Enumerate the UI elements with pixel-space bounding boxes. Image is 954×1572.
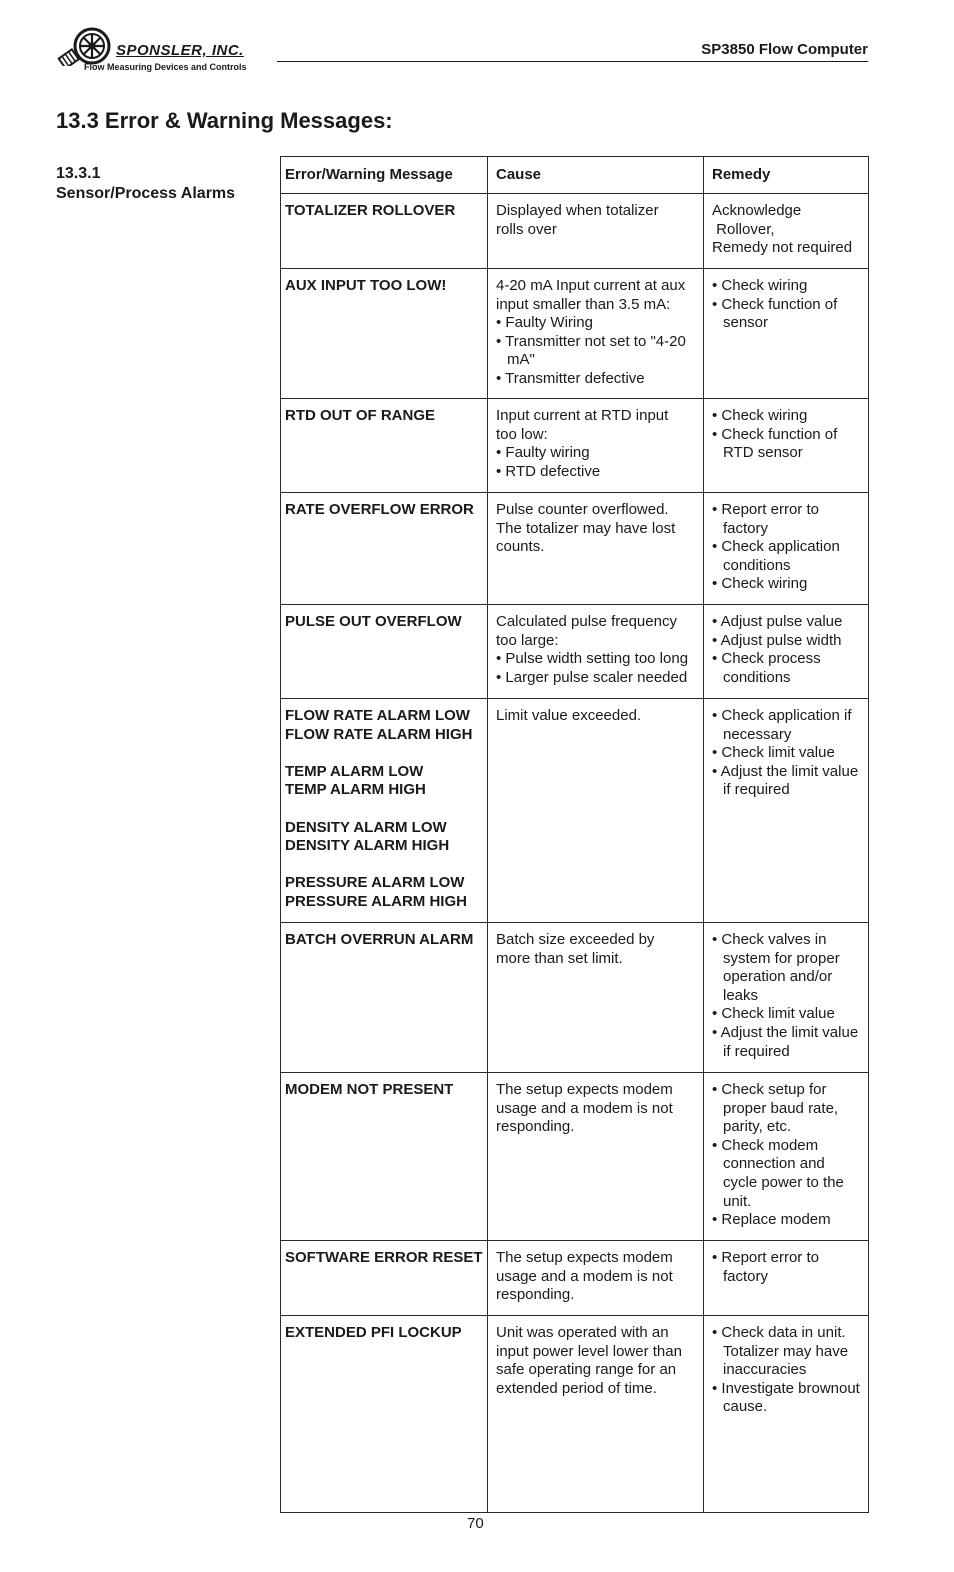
error-message-cell xyxy=(281,1073,488,1241)
cause-bullet: • RTD defective xyxy=(496,462,601,480)
cause-line: more than set limit. xyxy=(496,949,623,967)
cause-bullet: • Larger pulse scaler needed xyxy=(496,668,688,686)
cause-cell xyxy=(488,269,704,399)
cause-line: safe operating range for an xyxy=(496,1361,677,1379)
section-title: 13.3 Error & Warning Messages: xyxy=(56,108,393,133)
cause-line: input smaller than 3.5 mA: xyxy=(496,295,671,313)
cause-line: usage and a modem is not xyxy=(496,1099,673,1117)
cause-line: input power level lower than xyxy=(496,1342,682,1360)
table-row xyxy=(281,1316,869,1513)
cause-line: responding. xyxy=(496,1118,575,1136)
cause-line: The totalizer may have lost xyxy=(496,519,676,537)
table-row xyxy=(281,1241,869,1316)
cause-line: Input current at RTD input xyxy=(496,407,669,424)
cause-cell xyxy=(488,399,704,493)
remedy-cell xyxy=(704,605,869,699)
message-line: PULSE OUT OVERFLOW xyxy=(285,613,462,630)
remedy-bullet: • Check setup for proper baud rate, parity, etc. xyxy=(712,1081,839,1136)
column-header-remedy: Remedy xyxy=(704,157,869,194)
remedy-bullet: • Check application if necessary xyxy=(712,707,852,743)
error-message-cell xyxy=(281,1316,488,1513)
cause-line: Displayed when totalizer xyxy=(496,202,659,219)
error-message-cell xyxy=(281,399,488,493)
remedy-cell xyxy=(704,399,869,493)
remedy-bullet: • Report error to factory xyxy=(712,1249,819,1285)
error-message-cell xyxy=(281,605,488,699)
remedy-bullet: • Check application conditions xyxy=(712,538,840,574)
cause-bullet: • Faulty Wiring xyxy=(496,314,593,332)
remedy-cell xyxy=(704,1073,869,1241)
cause-line: counts. xyxy=(496,538,545,556)
error-message-cell xyxy=(281,1241,488,1316)
message-line: AUX INPUT TOO LOW! xyxy=(285,277,447,294)
cause-line: Unit was operated with an xyxy=(496,1324,669,1341)
subsection-number: 13.3.1 xyxy=(56,165,101,182)
table-row xyxy=(281,1073,869,1241)
message-line: PRESSURE ALARM LOW xyxy=(285,874,465,892)
remedy-cell xyxy=(704,269,869,399)
remedy-bullet: • Check limit value xyxy=(712,1005,835,1023)
table-row xyxy=(281,399,869,493)
cause-line: Batch size exceeded by xyxy=(496,931,655,948)
table-header-row xyxy=(281,157,869,194)
cause-cell xyxy=(488,699,704,923)
error-message-cell xyxy=(281,699,488,923)
document-title: SP3850 Flow Computer xyxy=(701,41,868,58)
table-row xyxy=(281,923,869,1073)
remedy-bullet: • Check valves in system for proper operation and/or leaks xyxy=(712,931,840,1004)
message-line: RATE OVERFLOW ERROR xyxy=(285,501,474,518)
message-line: TEMP ALARM HIGH xyxy=(285,781,426,799)
error-message-cell xyxy=(281,269,488,399)
remedy-bullet: • Check function of sensor xyxy=(712,295,838,332)
remedy-bullet: • Report error to factory xyxy=(712,501,819,537)
remedy-cell xyxy=(704,699,869,923)
cause-line: Pulse counter overflowed. xyxy=(496,501,669,518)
table-row xyxy=(281,493,869,605)
message-line: PRESSURE ALARM HIGH xyxy=(285,892,467,910)
cause-bullet: • Pulse width setting too long xyxy=(496,650,689,668)
remedy-bullet: • Check limit value xyxy=(712,744,835,762)
company-logo xyxy=(54,16,274,78)
cause-line: Limit value exceeded. xyxy=(496,707,642,724)
error-message-cell xyxy=(281,493,488,605)
cause-line: Calculated pulse frequency xyxy=(496,613,677,630)
cause-line: usage and a modem is not xyxy=(496,1267,673,1285)
remedy-bullet: • Check process conditions xyxy=(712,650,821,686)
cause-line: extended period of time. xyxy=(496,1379,657,1397)
cause-cell xyxy=(488,194,704,269)
remedy-bullet: • Adjust the limit value if required xyxy=(712,1023,859,1060)
message-line: FLOW RATE ALARM LOW xyxy=(285,707,470,724)
table-row xyxy=(281,605,869,699)
remedy-cell xyxy=(704,1316,869,1513)
message-line: SOFTWARE ERROR RESET xyxy=(285,1249,483,1266)
remedy-bullet: • Adjust pulse value xyxy=(712,613,843,630)
remedy-bullet: • Check data in unit. Totalizer may have inaccuracies xyxy=(712,1324,849,1379)
table-row xyxy=(281,269,869,399)
subsection-title: Sensor/Process Alarms xyxy=(56,185,236,202)
remedy-bullet: • Check wiring xyxy=(712,575,808,593)
message-line: TEMP ALARM LOW xyxy=(285,762,424,780)
message-line: BATCH OVERRUN ALARM xyxy=(285,931,474,948)
remedy-cell xyxy=(704,194,869,269)
header-rule xyxy=(277,61,868,62)
cause-line: too large: xyxy=(496,631,559,649)
remedy-bullet: • Adjust the limit value if required xyxy=(712,762,859,799)
cause-line: rolls over xyxy=(496,220,557,238)
remedy-bullet: • Investigate brownout cause. xyxy=(712,1379,860,1416)
error-message-cell xyxy=(281,194,488,269)
cause-line: The setup expects modem xyxy=(496,1081,673,1098)
message-line: DENSITY ALARM LOW xyxy=(285,818,447,836)
cause-line: The setup expects modem xyxy=(496,1249,673,1266)
turbine-meter-icon xyxy=(54,16,116,66)
message-line: MODEM NOT PRESENT xyxy=(285,1081,454,1098)
page-number: 70 xyxy=(467,1515,484,1532)
remedy-cell xyxy=(704,923,869,1073)
cause-cell xyxy=(488,1241,704,1316)
subsection-heading xyxy=(56,164,235,204)
remedy-bullet: • Check wiring xyxy=(712,407,808,424)
message-group xyxy=(285,874,483,911)
remedy-cell xyxy=(704,493,869,605)
remedy-line: Acknowledge xyxy=(712,202,802,219)
remedy-bullet: • Check modem connection and cycle power to the unit. xyxy=(712,1136,844,1210)
cause-cell xyxy=(488,605,704,699)
cause-cell xyxy=(488,1316,704,1513)
table-row xyxy=(281,194,869,269)
column-header-cause: Cause xyxy=(488,157,704,194)
message-line: TOTALIZER ROLLOVER xyxy=(285,202,456,219)
message-line: RTD OUT OF RANGE xyxy=(285,407,435,424)
remedy-bullet: • Check wiring xyxy=(712,277,808,294)
cause-cell xyxy=(488,1073,704,1241)
remedy-cell xyxy=(704,1241,869,1316)
remedy-bullet: • Replace modem xyxy=(712,1211,831,1229)
cause-line: too low: xyxy=(496,425,548,443)
company-name: SPONSLER, INC. xyxy=(116,42,244,59)
cause-bullet: • Transmitter not set to "4-20 mA" xyxy=(496,332,686,369)
remedy-bullet: • Adjust pulse width xyxy=(712,631,842,649)
error-message-cell xyxy=(281,923,488,1073)
message-group xyxy=(285,763,483,800)
table-row xyxy=(281,699,869,923)
remedy-line: Rollover, xyxy=(712,220,775,238)
cause-cell xyxy=(488,493,704,605)
cause-line: responding. xyxy=(496,1286,575,1304)
cause-bullet: • Faulty wiring xyxy=(496,444,590,462)
remedy-line: Remedy not required xyxy=(712,239,853,257)
cause-bullet: • Transmitter defective xyxy=(496,369,645,387)
company-tagline: Flow Measuring Devices and Controls xyxy=(84,62,247,72)
column-header-message: Error/Warning Message xyxy=(281,157,488,194)
error-warning-table xyxy=(280,156,869,1513)
message-group xyxy=(285,819,483,856)
remedy-bullet: • Check function of RTD sensor xyxy=(712,425,838,462)
message-group xyxy=(285,707,483,744)
cause-line: 4-20 mA Input current at aux xyxy=(496,277,686,294)
message-line: EXTENDED PFI LOCKUP xyxy=(285,1324,462,1341)
cause-cell xyxy=(488,923,704,1073)
message-line: DENSITY ALARM HIGH xyxy=(285,837,450,855)
message-line: FLOW RATE ALARM HIGH xyxy=(285,725,473,743)
